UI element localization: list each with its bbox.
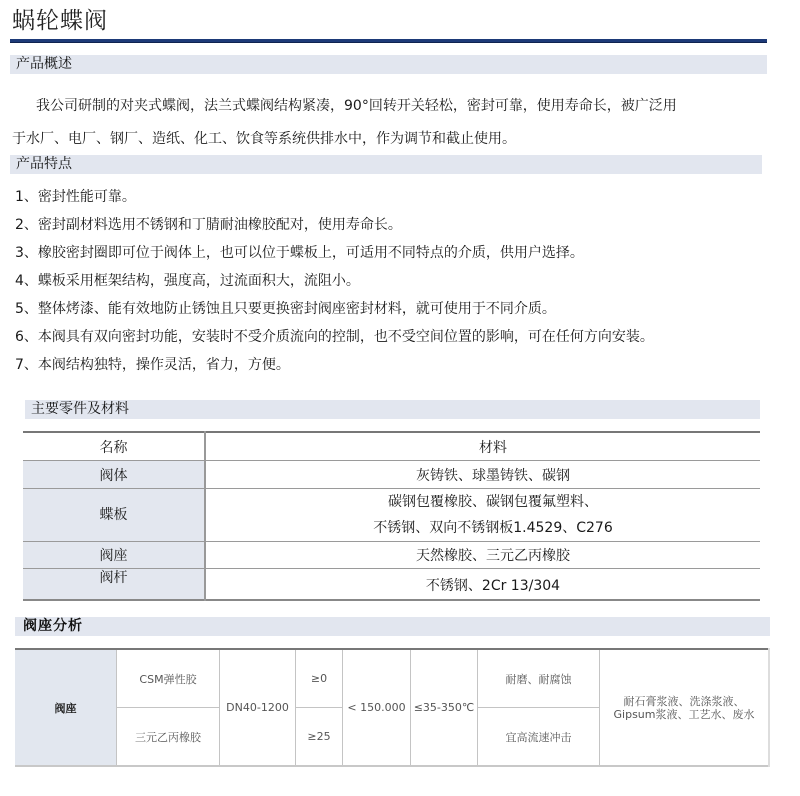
title-divider (10, 39, 767, 43)
feature-item: 2、密封副材料选用不锈钢和丁腈耐油橡胶配对，使用寿命长。 (15, 217, 402, 233)
page-title: 蜗轮蝶阀 (12, 8, 108, 34)
features-list (15, 183, 775, 379)
part-name: 蝶板 (23, 489, 205, 542)
seat-material: 三元乙丙橡胶 (117, 708, 220, 767)
seat-analysis-table (15, 648, 770, 767)
part-material (205, 489, 760, 542)
part-material-line: 碳钢包覆橡胶、碳钢包覆氟塑料、 (388, 494, 598, 510)
column-header-name: 名称 (23, 432, 205, 461)
seat-property: 宜高流速冲击 (478, 708, 600, 767)
seat-pressure: < 150.000 (343, 649, 411, 766)
seat-value: ≥25 (296, 708, 343, 767)
section-heading-materials: 主要零件及材料 (25, 400, 760, 419)
feature-item: 7、本阀结构独特，操作灵活，省力，方便。 (15, 357, 290, 373)
overview-line-2: 于水厂、电厂、钢厂、造纸、化工、饮食等系统供排水中，作为调节和截止使用。 (12, 131, 516, 147)
seat-value: ≥0 (296, 649, 343, 708)
part-material: 灰铸铁、球墨铸铁、碳钢 (205, 461, 760, 489)
column-header-material: 材料 (205, 432, 760, 461)
part-material: 天然橡胶、三元乙丙橡胶 (205, 542, 760, 569)
overview-paragraph (12, 90, 772, 156)
table-row (23, 461, 760, 489)
section-heading-overview: 产品概述 (10, 55, 767, 74)
part-name: 阀体 (23, 461, 205, 489)
seat-label: 阀座 (15, 649, 117, 766)
feature-item: 5、整体烤漆、能有效地防止锈蚀且只要更换密封阀座密封材料，就可使用于不同介质。 (15, 301, 556, 317)
seat-property: 耐磨、耐腐蚀 (478, 649, 600, 708)
table-row (23, 569, 760, 601)
overview-text-1: 我公司研制的对夹式蝶阀，法兰式蝶阀结构紧凑，90°回转开关轻松，密封可靠，使用寿命长，被广泛用 (36, 98, 677, 114)
seat-material: CSM弹性胶 (117, 649, 220, 708)
part-name: 阀杆 (23, 569, 205, 601)
seat-size-range: DN40-1200 (220, 649, 296, 766)
seat-applications-line: 耐石膏浆液、洗涤浆液、 (623, 694, 745, 708)
seat-applications (600, 649, 770, 766)
part-name: 阀座 (23, 542, 205, 569)
part-material-line: 不锈钢、双向不锈钢板1.4529、C276 (373, 520, 613, 536)
seat-applications-line: Gipsum浆液、工艺水、废水 (613, 707, 755, 721)
part-material: 不锈钢、2Cr 13/304 (205, 569, 760, 601)
feature-item: 3、橡胶密封圈即可位于阀体上，也可以位于蝶板上，可适用不同特点的介质，供用户选择。 (15, 245, 584, 261)
table-header-row (23, 432, 760, 461)
seat-temperature: ≤35-350℃ (411, 649, 478, 766)
table-row (15, 649, 769, 708)
table-row (23, 542, 760, 569)
table-row (23, 489, 760, 542)
feature-item: 4、蝶板采用框架结构，强度高，过流面积大，流阻小。 (15, 273, 360, 289)
feature-item: 6、本阀具有双向密封功能，安装时不受介质流向的控制，也不受空间位置的影响，可在任何方向安装。 (15, 329, 654, 345)
section-heading-seat-analysis: 阀座分析 (15, 617, 770, 636)
materials-table (23, 431, 760, 601)
overview-line-1 (12, 90, 772, 123)
section-heading-features: 产品特点 (10, 155, 762, 174)
feature-item: 1、密封性能可靠。 (15, 189, 136, 205)
